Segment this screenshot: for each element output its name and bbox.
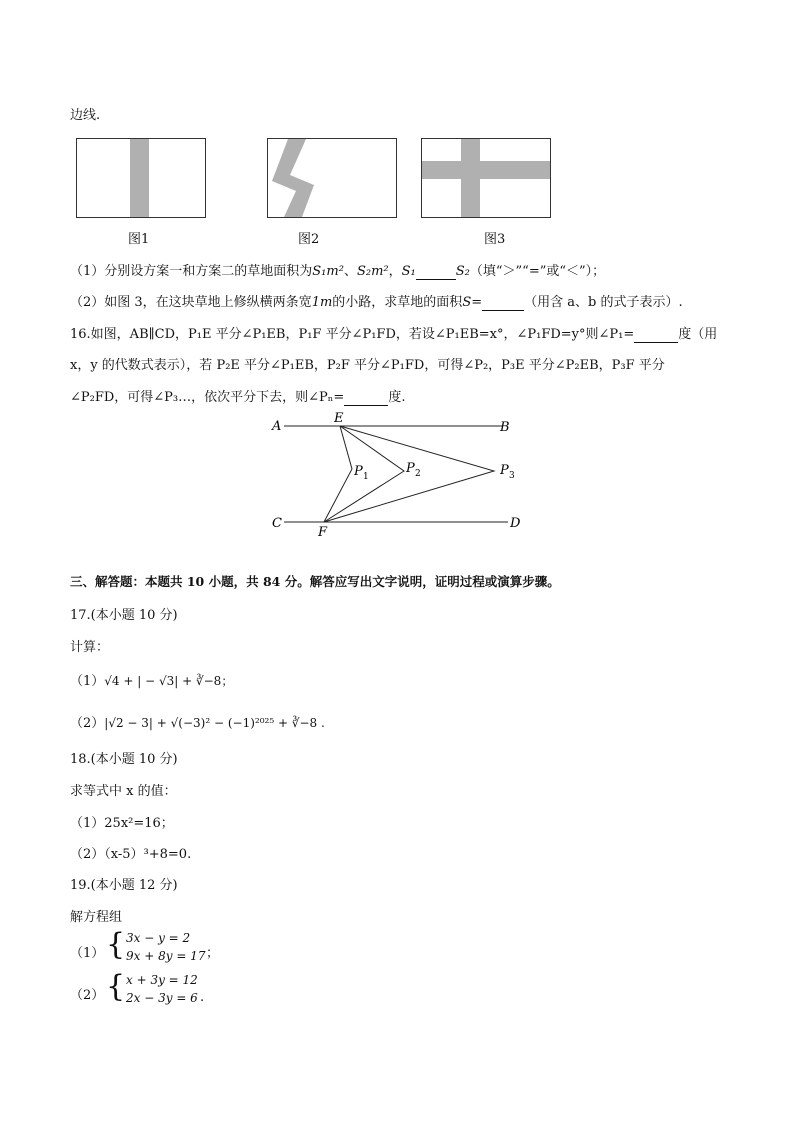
q16-text: 16.如图，AB∥CD，P₁E 平分∠P₁EB，P₁F 平分∠P₁FD，若设∠P₁EB=x°，∠P₁FD=y°则∠P₁= [70,327,635,342]
label-d: D [510,516,521,531]
q18-title: 18.(本小题 10 分) [70,752,178,767]
q19-part1-eq1: 3x − y = 2 [126,931,191,945]
figure-1-caption: 图1 [128,232,150,247]
q19-part1-label: （1） [70,946,105,961]
figure-1 [76,138,206,218]
q18-part2: （2）（x-5）³+8=0. [70,847,192,862]
path-p1 [324,426,352,522]
comma: ， [388,264,402,279]
s2-compare: S₂ [455,264,470,279]
q16-text: 度（用 [678,327,718,342]
vertical-path-strip [130,139,149,217]
continued-text: 边线. [70,108,101,123]
label-p1: P [354,464,363,479]
q17-part1-expression: √4 + | − √3| + ∛−8； [104,674,234,688]
q19-instruction: 解方程组 [70,910,123,925]
q18-instruction: 求等式中 x 的值： [70,784,177,799]
q16-line1 [70,323,717,343]
q15-part1-prefix: （1）分别设方案一和方案二的草地面积为 [70,264,313,279]
left-brace-icon: { [106,969,126,1004]
label-p2-sub: 2 [415,469,421,479]
q19-part2-label: （2） [70,988,105,1003]
q15-part1-suffix: （填“＞”“=”或“＜”）； [469,264,606,279]
q15-part2-suffix: （用含 a、b 的式子表示）. [524,295,683,310]
s2-term: S₂m² [356,264,389,279]
label-p3: P [500,463,509,478]
q15-part1 [70,260,605,280]
figure-2 [267,138,397,218]
q17-part2-expression: |√2 − 3| + √(−3)² − (−1)²⁰²⁵ + ∛−8 . [104,716,325,730]
label-p1-sub: 1 [363,472,369,482]
s1-term: S₁m² [312,264,344,279]
q19-part2-eq2: 2x − 3y = 6 [126,991,198,1005]
q15-part2 [70,291,683,311]
label-b: B [500,420,510,435]
label-p3-sub: 3 [509,471,515,481]
figure-3-caption: 图3 [484,232,506,247]
q19-part1-end: ； [206,946,220,961]
answer-blank[interactable] [634,327,678,343]
figure-2-caption: 图2 [298,232,320,247]
q18-part1: （1）25x²=16； [70,816,174,831]
answer-blank[interactable] [344,390,388,406]
q15-part2-mid: 的小路，求草地的面积 [332,295,463,310]
q16-line3 [70,386,405,406]
parallel-lines-diagram [268,412,548,542]
horizontal-path-strip [422,161,550,179]
label-p2: P [406,461,415,476]
width-unit: 1m [311,295,333,310]
q16-line2: x，y 的代数式表示），若 P₂E 平分∠P₁EB，P₂F 平分∠P₁FD，可得∠P₂，P₃E 平分∠P₂EB，P₃F 平分 [70,358,665,373]
part-label: （1） [70,674,105,689]
label-e: E [334,412,344,426]
q19-title: 19.(本小题 12 分) [70,878,178,893]
zigzag-path [272,139,314,217]
label-a: A [272,419,282,434]
left-brace-icon: { [106,927,126,962]
q15-part2-prefix: （2）如图 3，在这块草地上修纵横两条宽 [70,295,312,310]
zigzag-path-svg [268,139,396,217]
q17-instruction: 计算： [70,640,110,655]
q16-text: 度. [388,390,406,405]
answer-blank[interactable] [482,295,524,311]
answer-blank[interactable] [416,264,456,280]
q17-part2 [70,712,325,731]
label-c: C [272,516,282,531]
q19-part1-eq2: 9x + 8y = 17 [126,949,206,963]
q19-part2-eq1: x + 3y = 12 [126,973,198,987]
q17-part1 [70,670,233,689]
separator: 、 [343,264,357,279]
q17-title: 17.(本小题 10 分) [70,608,178,623]
figure-3 [421,138,551,218]
section-heading: 三、解答题：本题共 10 小题，共 84 分。解答应写出文字说明，证明过程或演算步骤。 [70,574,560,589]
q19-part2-end: . [200,990,205,1005]
s-variable: S= [462,295,483,310]
part-label: （2） [70,716,105,731]
label-f: F [318,525,328,540]
q16-text: ∠P₂FD，可得∠P₃…，依次平分下去，则∠Pₙ= [70,390,345,405]
s1-compare: S₁ [401,264,416,279]
